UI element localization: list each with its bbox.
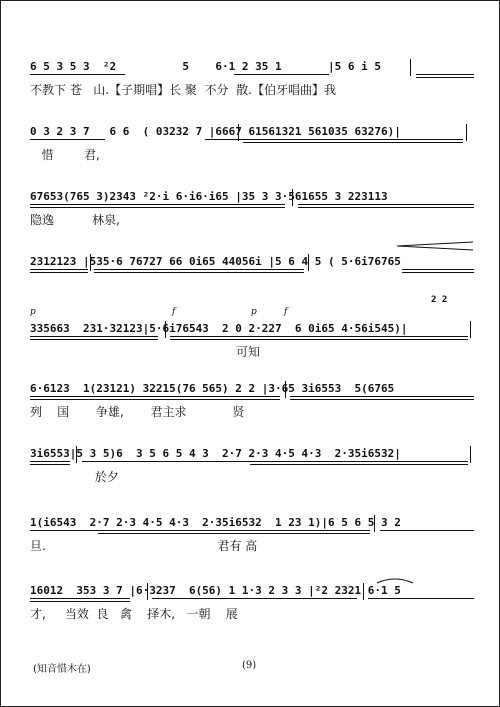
- bar-line: [410, 59, 411, 76]
- dynamic-forte: f: [284, 307, 288, 317]
- lyric-line: 旦. 君有 高: [30, 539, 258, 553]
- underline: [234, 74, 329, 75]
- notation-line: 2312123 |535·6 76727 66 0i65 44056i |5 6 4 5 ( 5·6i76765: [30, 255, 401, 268]
- lyric-line: 不教下 苍 山.【子期唱】长 聚 不分 散.【伯牙唱曲】我: [30, 83, 336, 97]
- underline: [30, 339, 158, 340]
- bar-line: [147, 583, 148, 600]
- notation-line: 67653(765 3)2343 ²2·i 6·i6·i65 |35 3 3·561655 3 223113: [30, 190, 388, 203]
- underline: [368, 598, 474, 599]
- crescendo-mark: [395, 240, 475, 252]
- bar-line: [165, 321, 166, 338]
- source-label: (知音惜木在): [33, 664, 91, 675]
- dynamic-forte: f: [172, 307, 176, 317]
- notation-line: 335663 231·32123|5·6i76543 2 0 2·227 6 0i65 4·56i545)|: [30, 322, 408, 335]
- bar-line: [363, 583, 364, 600]
- bar-line: [238, 124, 239, 141]
- underline: [82, 461, 468, 462]
- bar-line: [374, 515, 375, 532]
- underline: [152, 598, 357, 599]
- underline: [298, 204, 474, 205]
- underline: [30, 461, 70, 462]
- underline: [250, 464, 468, 465]
- underline: [402, 272, 474, 273]
- underline: [30, 598, 130, 599]
- page-number: (9): [242, 660, 257, 671]
- underline: [243, 142, 463, 143]
- bar-line: [292, 189, 293, 206]
- bar-line: [76, 446, 77, 463]
- underline: [416, 74, 474, 75]
- underline: [30, 464, 70, 465]
- underline: [416, 77, 474, 78]
- lyric-line: 於夕: [30, 470, 119, 484]
- dynamic-piano: p: [30, 307, 36, 317]
- notation-line: 6 5 3 5 3 ²2 5 6·1 2 35 1 |5 6 i 5: [30, 60, 381, 73]
- lyric-line: 列 国 争雄, 君主求 贤: [30, 405, 245, 419]
- underline: [298, 207, 474, 208]
- bar-line: [90, 254, 91, 271]
- underline: [170, 336, 468, 337]
- notation-line: 6·6123 1(23121) 32215(76 565) 2 2 |3·65 3i6553 5(6765: [30, 382, 395, 395]
- underline: [170, 339, 468, 340]
- lyric-line: [30, 276, 476, 294]
- lyric-line: 才, 当效 良 禽 择木, 一朝 展: [30, 607, 238, 621]
- slur-mark: [375, 575, 415, 585]
- underline: [30, 74, 125, 75]
- underline: [30, 139, 105, 140]
- notation-line: 3i6553|5 3 5)6 3 5 6 5 4 3 2·7 2·3 4·5 4·3 2·35i6532|: [30, 447, 401, 460]
- lyric-line: 隐逸 林泉,: [30, 213, 120, 227]
- underline: [30, 396, 280, 397]
- underline: [98, 533, 370, 534]
- notation-line: 1(i6543 2·7 2·3 4·5 4·3 2·35i6532 1 23 1)|6 5 6 5 3 2: [30, 516, 401, 529]
- underline: [30, 399, 280, 400]
- bar-line: [466, 124, 467, 141]
- underline: [94, 272, 304, 273]
- underline: [290, 396, 474, 397]
- underline: [402, 269, 474, 270]
- underline: [243, 139, 463, 140]
- underline: [380, 530, 474, 531]
- underline: [30, 336, 158, 337]
- underline: [94, 269, 304, 270]
- underline: [30, 204, 285, 205]
- lyric-line: 可知: [30, 345, 260, 359]
- bar-line: [470, 446, 471, 463]
- underline: [290, 399, 474, 400]
- underline: [30, 530, 370, 531]
- underline: [30, 269, 88, 270]
- bar-line: [285, 381, 286, 398]
- bar-line: [308, 254, 309, 271]
- bar-line: [470, 321, 471, 338]
- dynamic-piano: p: [251, 307, 257, 317]
- underline: [30, 601, 130, 602]
- notation-line: 0 3 2 3 7 6 6 ( 03232 7 |6667 61561321 561035 63276)|: [30, 125, 401, 138]
- underline: [30, 272, 88, 273]
- notation-line: 16012 353 3 7 |6·3237 6(56) 1 1·3 2 3 3 |²2 2321 6·1 5: [30, 584, 401, 597]
- underline: [30, 207, 285, 208]
- lyric-line: 惜 君,: [30, 148, 100, 162]
- bracket-mark: 2 2: [431, 295, 448, 305]
